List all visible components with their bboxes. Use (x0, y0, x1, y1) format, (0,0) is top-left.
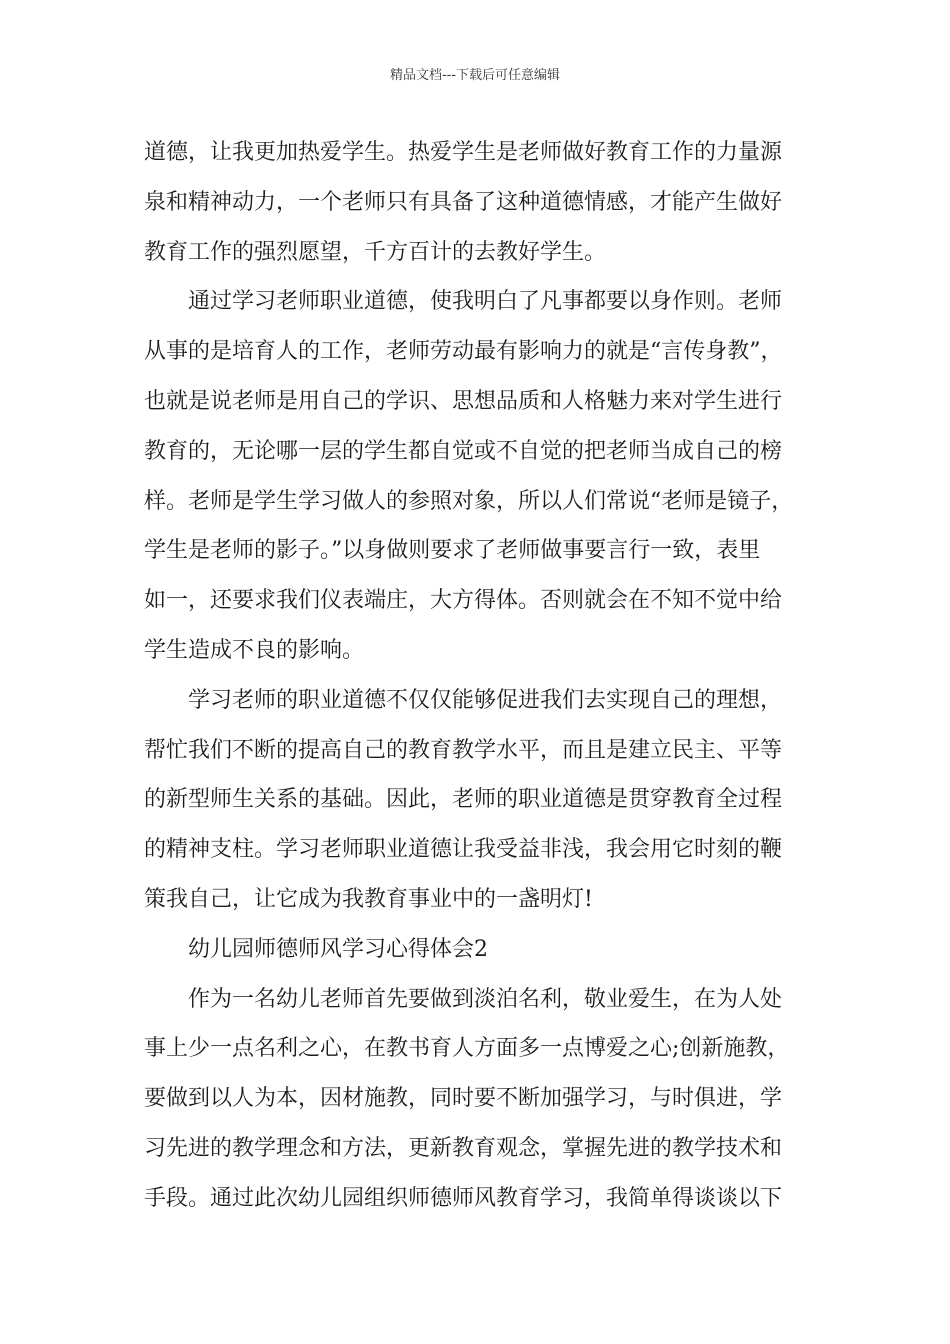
text-line: 策我自己，让它成为我教育事业中的一盏明灯! (144, 886, 593, 912)
text-line: 的新型师生关系的基础。因此，老师的职业道德是贯穿教育全过程 (144, 787, 783, 813)
text-line: 学生是老师的影子。”以身做则要求了老师做事要言行一致，表里 (144, 538, 761, 564)
text-line: 习先进的教学理念和方法，更新教育观念，掌握先进的教学技术和 (144, 1135, 783, 1161)
text-line: 泉和精神动力，一个老师只有具备了这种道德情感，才能产生做好 (144, 189, 783, 215)
text-line: 帮忙我们不断的提高自己的教育教学水平，而且是建立民主、平等 (144, 737, 783, 763)
text-line: 道德，让我更加热爱学生。热爱学生是老师做好教育工作的力量源 (144, 140, 783, 165)
text-line: 学习老师的职业道德不仅仅能够促进我们去实现自己的理想， (188, 687, 783, 713)
text-line: 也就是说老师是用自己的学识、思想品质和人格魅力来对学生进行 (144, 388, 783, 414)
text-line: 要做到以人为本，因材施教，同时要不断加强学习，与时俱进，学 (144, 1086, 783, 1112)
text-line: 样。老师是学生学习做人的参照对象，所以人们常说“老师是镜子， (144, 488, 794, 514)
document-body (144, 128, 844, 1224)
text-line: 手段。通过此次幼儿园组织师德师风教育学习，我简单得谈谈以下 (144, 1185, 783, 1211)
text-line: 教育的，无论哪一层的学生都自觉或不自觉的把老师当成自己的榜 (144, 438, 783, 464)
text-line: 从事的是培育人的工作，老师劳动最有影响力的就是“言传身教”， (144, 339, 783, 365)
text-line: 幼儿园师德师风学习心得体会2 (188, 936, 488, 962)
text-line: 事上少一点名利之心，在教书育人方面多一点博爱之心;创新施教， (144, 1036, 790, 1062)
text-line: 作为一名幼儿老师首先要做到淡泊名利，敬业爱生，在为人处 (188, 986, 783, 1012)
text-line: 如一，还要求我们仪表端庄，大方得体。否则就会在不知不觉中给 (144, 588, 783, 614)
text-line: 教育工作的强烈愿望，千方百计的去教好学生。 (144, 239, 607, 265)
text-line: 学生造成不良的影响。 (144, 637, 365, 663)
text-line: 的精神支柱。学习老师职业道德让我受益非浅，我会用它时刻的鞭 (144, 837, 783, 863)
page-header: 精品文档---下载后可任意编辑 (389, 68, 561, 83)
text-line: 通过学习老师职业道德，使我明白了凡事都要以身作则。老师 (188, 289, 783, 315)
